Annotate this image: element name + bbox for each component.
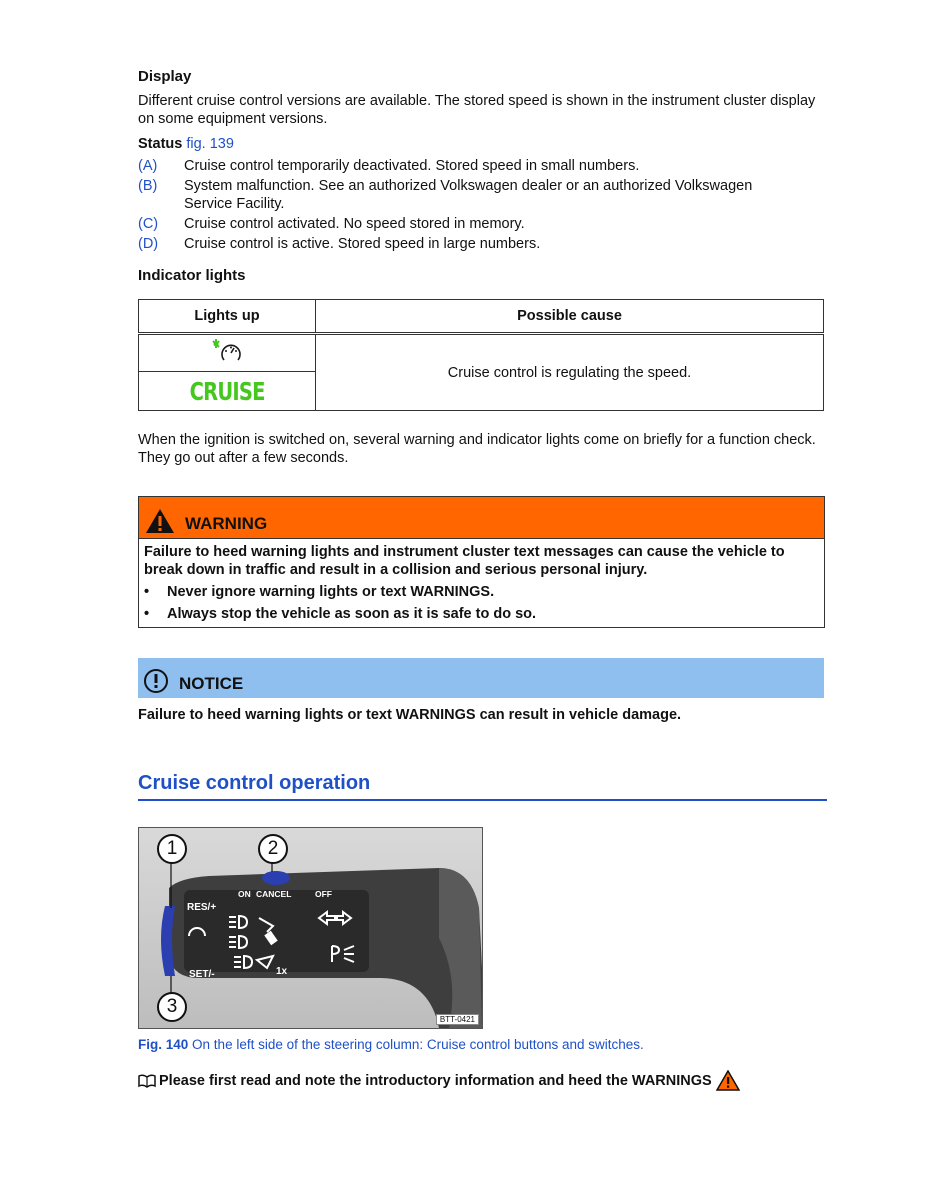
bullet-dot: • xyxy=(144,584,150,600)
warning-body xyxy=(139,539,824,627)
figure-caption xyxy=(138,1037,644,1052)
read-note-text: Please first read and note the introductory information and heed the WARNINGS xyxy=(159,1072,712,1089)
cancel-label: CANCEL xyxy=(256,889,292,899)
book-icon xyxy=(138,1074,156,1088)
figure-code: BTT-0421 xyxy=(436,1014,479,1025)
warning-bullet xyxy=(144,583,819,601)
bullet-dot: • xyxy=(144,606,150,622)
status-letter: (A) xyxy=(138,158,158,174)
fig-139-link[interactable]: fig. 139 xyxy=(186,136,234,152)
section-title: Cruise control operation xyxy=(138,772,827,801)
warning-box xyxy=(138,496,825,628)
indicator-heading: Indicator lights xyxy=(138,267,246,284)
off-label: OFF xyxy=(315,889,332,899)
status-text: Cruise control is active. Stored speed in large numbers. xyxy=(184,236,541,252)
callout-3: 3 xyxy=(157,992,187,1022)
cruise-control-icon xyxy=(210,338,244,364)
status-letter: (C) xyxy=(138,216,159,232)
callout-2: 2 xyxy=(258,834,288,864)
status-letter: (B) xyxy=(138,178,158,194)
status-text: Cruise control temporarily deactivated. Stored speed in small numbers. xyxy=(184,158,640,174)
warning-bullet-text: Never ignore warning lights or text WARNINGS. xyxy=(167,584,495,600)
figure-140 xyxy=(138,827,483,1029)
on-label: ON xyxy=(238,889,251,899)
caption-text: On the left side of the steering column: Cruise control buttons and switches. xyxy=(192,1037,644,1052)
col-lights-up: Lights up xyxy=(139,300,316,334)
set-label: SET/- xyxy=(189,969,215,980)
cruise-icon-cell xyxy=(139,334,316,372)
table-header-row xyxy=(139,300,824,334)
status-line xyxy=(138,135,825,153)
table-row xyxy=(139,334,824,372)
warning-text: Failure to heed warning lights and instrument cluster text messages can cause the vehicle to break down in traffic and result in a collision and serious personal injury. xyxy=(144,544,785,578)
notice-title: NOTICE xyxy=(179,674,244,693)
notice-text: Failure to heed warning lights or text WARNINGS can result in vehicle damage. xyxy=(138,707,682,723)
indicator-table xyxy=(138,299,824,411)
status-item xyxy=(138,235,825,253)
warning-header xyxy=(139,497,824,539)
status-text: Cruise control activated. No speed stored in memory. xyxy=(184,216,525,232)
ignition-note: When the ignition is switched on, several warning and indicator lights come on briefly for a function check. They go out after a few seconds. xyxy=(138,432,816,466)
status-item xyxy=(138,215,825,233)
status-letter: (D) xyxy=(138,236,159,252)
display-paragraph: Different cruise control versions are available. The stored speed is shown in the instrument cluster display on some equipment versions. xyxy=(138,93,816,127)
stalk-illustration xyxy=(139,828,482,1028)
warning-triangle-icon[interactable] xyxy=(716,1070,740,1091)
warning-triangle-icon xyxy=(145,508,175,534)
status-item xyxy=(138,177,825,213)
res-label: RES/+ xyxy=(187,902,217,913)
warning-bullet xyxy=(144,605,819,623)
status-list xyxy=(138,157,825,253)
callout-1: 1 xyxy=(157,834,187,864)
status-label: Status xyxy=(138,136,183,152)
warning-bullet-text: Always stop the vehicle as soon as it is safe to do so. xyxy=(167,606,537,622)
page-content xyxy=(138,68,825,467)
warning-title: WARNING xyxy=(185,514,268,533)
cruise-text-cell xyxy=(139,372,316,411)
notice-exclamation-icon xyxy=(143,668,169,694)
caption-prefix: Fig. 140 xyxy=(138,1037,189,1052)
onex-label: 1x xyxy=(276,966,288,977)
notice-header xyxy=(138,658,824,698)
status-item xyxy=(138,157,825,175)
read-note xyxy=(138,1070,740,1091)
cause-cell: Cruise control is regulating the speed. xyxy=(316,334,824,411)
display-heading: Display xyxy=(138,68,192,85)
cruise-text-indicator: CRUISE xyxy=(189,376,265,406)
col-possible-cause: Possible cause xyxy=(316,300,824,334)
status-text: System malfunction. See an authorized Volkswagen dealer or an authorized Volkswagen Service Facility. xyxy=(184,178,753,212)
